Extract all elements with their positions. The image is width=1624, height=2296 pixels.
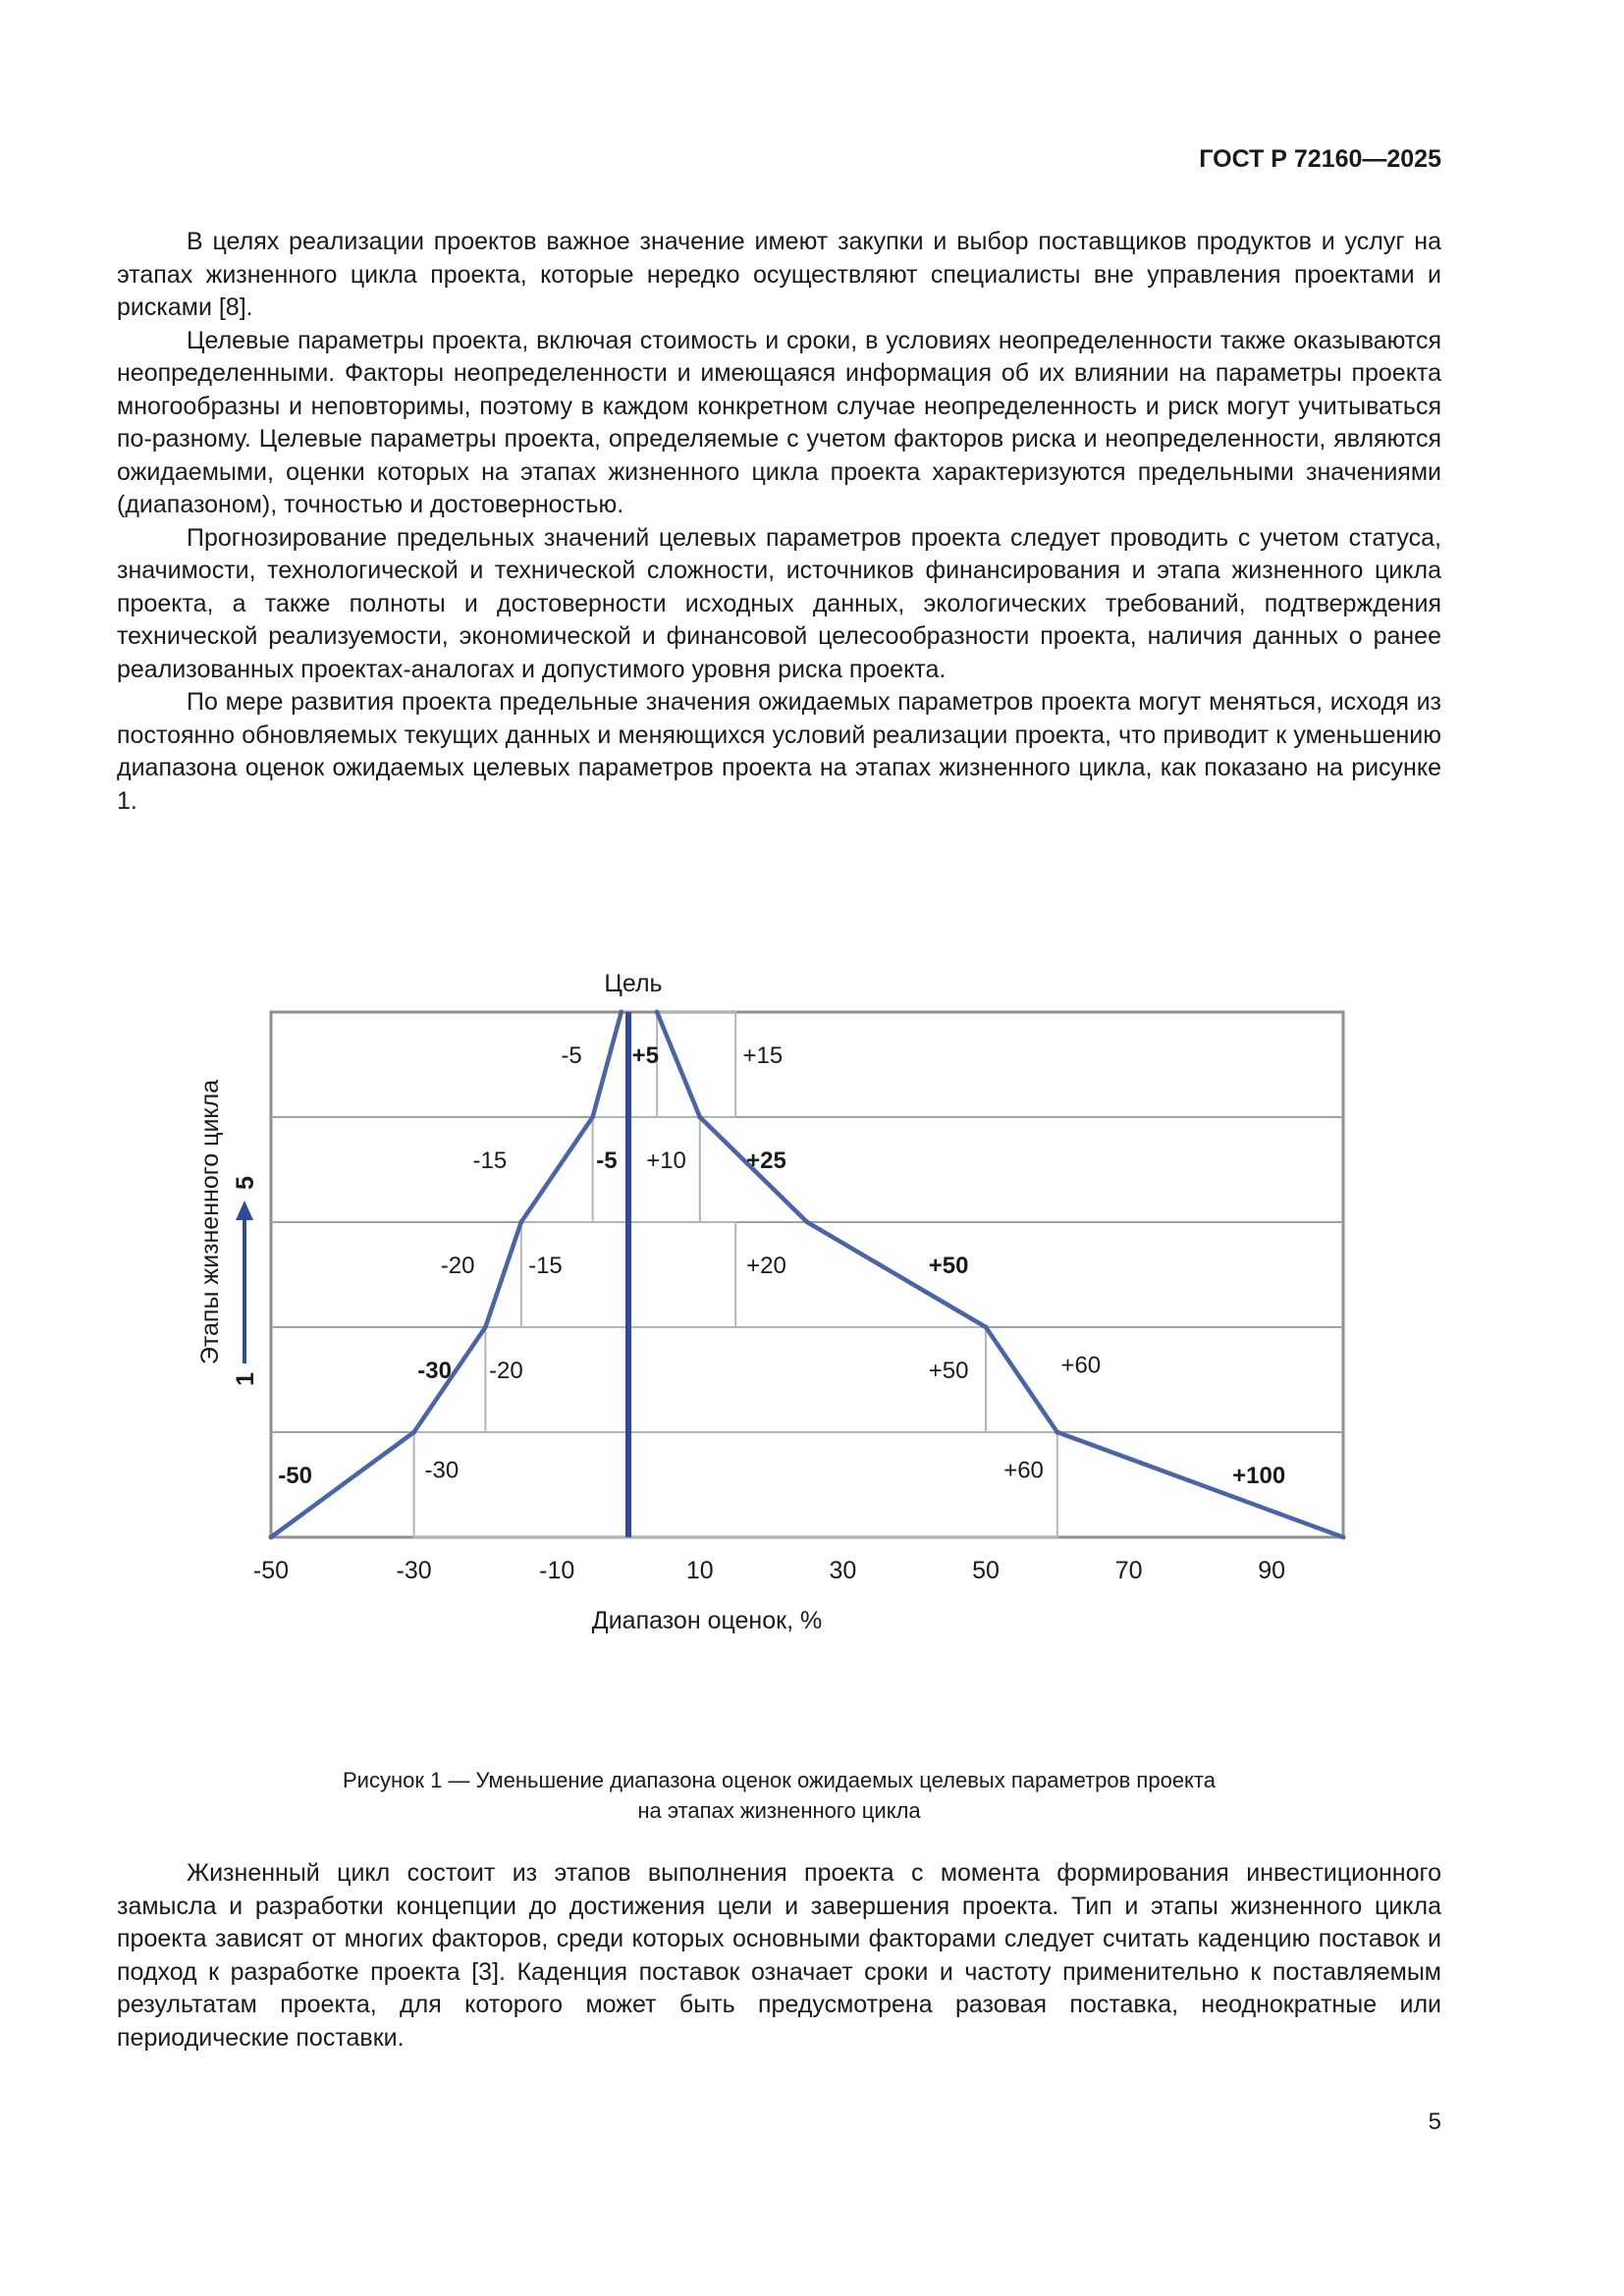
data-label: +20 <box>746 1252 786 1279</box>
x-ticks <box>253 1557 1285 1584</box>
data-label: +60 <box>1003 1457 1044 1484</box>
body-text-top <box>117 226 1441 818</box>
caption-line: на этапах жизненного цикла <box>637 1798 921 1823</box>
x-tick-label: -10 <box>539 1557 575 1584</box>
x-tick-label: 70 <box>1114 1557 1143 1584</box>
y-axis-arrow-start: 1 <box>232 1372 259 1386</box>
data-label: -15 <box>528 1252 563 1279</box>
data-label: +100 <box>1232 1462 1286 1489</box>
point-labels <box>278 1042 1285 1489</box>
data-label: -30 <box>424 1457 460 1484</box>
y-axis-label <box>196 1080 259 1386</box>
series-point <box>1341 1535 1346 1540</box>
data-label: +60 <box>1060 1352 1102 1379</box>
series-point <box>619 1010 623 1015</box>
series-point <box>984 1325 989 1330</box>
x-axis-title: Диапазон оценок, % <box>591 1607 823 1634</box>
data-label: -5 <box>561 1041 582 1069</box>
series-point <box>655 1010 660 1015</box>
series-point <box>411 1430 416 1435</box>
series-point <box>518 1220 523 1225</box>
body-text-bottom <box>117 1857 1441 2055</box>
paragraph: По мере развития проекта предельные значения ожидаемых параметров проекта могут меняться, исходя из постоянно обновляемых текущих данных и меняющихся условий реализации проекта, что приводит к уменьшению диапазона оценок ожидаемых целевых параметров проекта на этапах жизненного цикла, как показано на рисунке 1. <box>117 688 1441 815</box>
data-label: +50 <box>928 1252 969 1279</box>
y-axis-arrow-end: 5 <box>232 1176 259 1190</box>
x-tick-label: 50 <box>972 1557 1000 1584</box>
x-tick-label: -30 <box>396 1557 432 1584</box>
data-label: +50 <box>928 1357 969 1384</box>
paragraph: Целевые параметры проекта, включая стоимость и сроки, в условиях неопределенности также оказываются неопределенными. Факторы неопределенности и имеющаяся информация об их влиянии на параметры проекта многообразны и неповторимы, поэтому в каждом конкретном случае неопределенность и риск могут учитываться по-разному. Целевые параметры проекта, определяемые с учетом факторов риска и неопределенности, являются ожидаемыми, оценки которых на этапах жизненного цикла проекта характеризуются предельными значениями (диапазоном), точностью и достоверностью. <box>117 326 1441 518</box>
range-box <box>657 1012 735 1117</box>
data-label: -30 <box>417 1357 452 1384</box>
caption-line: Рисунок 1 — Уменьшение диапазона оценок ожидаемых целевых параметров проекта <box>342 1768 1216 1792</box>
series-point <box>697 1115 702 1120</box>
series-point <box>269 1535 274 1540</box>
y-axis-arrowhead <box>236 1201 253 1220</box>
paragraph: Прогнозирование предельных значений целевых параметров проекта следует проводить с учетом статуса, значимости, технологической и технической сложности, источников финансирования и этапа жизненного цикла проекта, а также полноты и достоверности исходных данных, экологических требований, подтверждения технической реализуемости, экономической и финансовой целесообразности проекта, наличия данных о ранее реализованных проектах-аналогах и допустимого уровня риска проекта. <box>117 523 1441 683</box>
series-point <box>483 1325 488 1330</box>
page-number: 5 <box>1428 2109 1441 2135</box>
data-label: -15 <box>472 1147 508 1174</box>
x-tick-label: 90 <box>1258 1557 1286 1584</box>
data-label: +15 <box>742 1041 784 1069</box>
paragraph: Жизненный цикл состоит из этапов выполнения проекта с момента формирования инвестиционного замысла и разработки концепции до достижения цели и завершения проекта. Тип и этапы жизненного цикла проекта зависят от многих факторов, среди которых основными факторами следует считать каденцию поставок и подход к разработке проекта [3]. Каденция поставок означает сроки и частоту применительно к поставляемым результатам проекта, для которого может быть предусмотрена разовая поставка, неоднократные или периодические поставки. <box>117 1859 1441 2052</box>
y-axis-title: Этапы жизненного цикла <box>196 1079 224 1365</box>
standard-number: ГОСТ Р 72160—2025 <box>1199 145 1441 173</box>
series-point <box>805 1220 810 1225</box>
x-tick-label: -50 <box>252 1557 290 1584</box>
data-label: -20 <box>440 1252 475 1279</box>
data-label: -20 <box>489 1357 523 1384</box>
range-box <box>485 1327 986 1432</box>
x-tick-label: 30 <box>829 1557 857 1584</box>
data-label: -50 <box>278 1462 312 1489</box>
range-box <box>414 1432 1057 1537</box>
figure-caption <box>117 1765 1441 1826</box>
chart-title: Цель <box>604 970 663 997</box>
series-point <box>1055 1430 1059 1435</box>
series-point <box>590 1115 595 1120</box>
paragraph: В целях реализации проектов важное значение имеют закупки и выбор поставщиков продуктов и услуг на этапах жизненного цикла проекта, которые нередко осуществляют специалисты вне управления проектами и рисками [8]. <box>117 228 1441 321</box>
data-label: +25 <box>746 1147 786 1174</box>
x-tick-label: 10 <box>685 1557 714 1584</box>
data-label: +10 <box>646 1147 686 1174</box>
data-label: +5 <box>631 1041 660 1069</box>
figure-chart <box>177 947 1375 1654</box>
data-label: -5 <box>596 1147 618 1174</box>
